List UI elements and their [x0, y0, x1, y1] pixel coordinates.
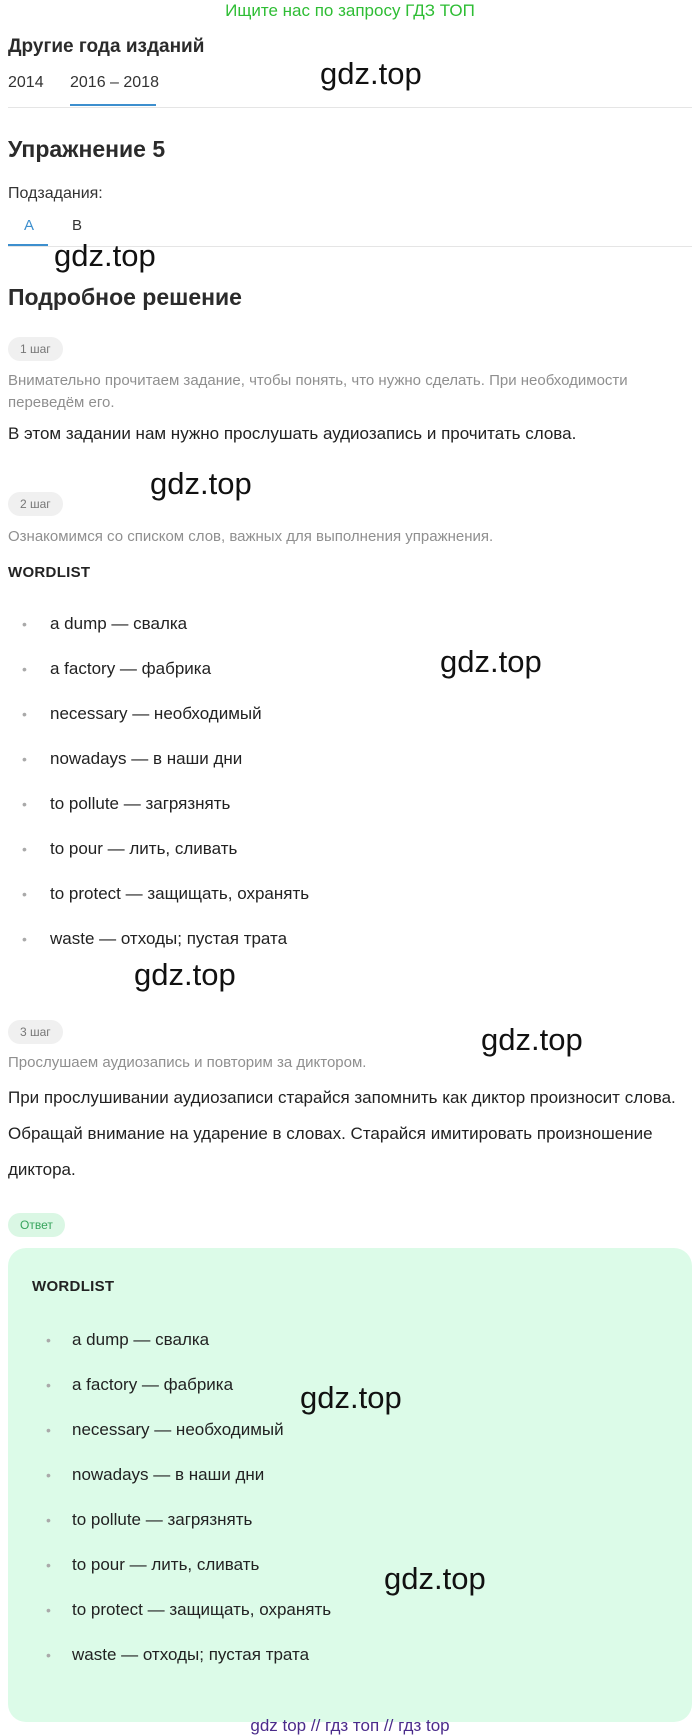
step-2-hint: Ознакомимся со списком слов, важных для выполнения упражнения. — [8, 528, 494, 545]
top-banner: Ищите нас по запросу ГДЗ ТОП — [225, 1, 475, 20]
subtask-tab-a[interactable]: A — [24, 217, 35, 234]
watermark: gdz.top — [134, 957, 236, 992]
exercise-title: Упражнение 5 — [8, 136, 166, 162]
watermark: gdz.top — [150, 466, 252, 501]
answer-wordlist-title: WORDLIST — [32, 1278, 115, 1295]
step-2-wordlist-title: WORDLIST — [8, 564, 91, 581]
step-1-hint: Внимательно прочитаем задание, чтобы понять, что нужно сделать. При необходимости переведём его. — [8, 372, 628, 411]
answer-badge: Ответ — [8, 1213, 65, 1237]
step-2-badge: 2 шаг — [8, 492, 63, 516]
watermark: gdz.top — [481, 1022, 583, 1057]
watermark: gdz.top — [320, 56, 422, 91]
footer-link[interactable]: gdz top — [250, 1716, 307, 1735]
step-3-hint: Прослушаем аудиозапись и повторим за диктором. — [8, 1054, 367, 1071]
step-1-badge: 1 шаг — [8, 337, 63, 361]
watermark: gdz.top — [384, 1561, 486, 1596]
watermark: gdz.top — [54, 238, 156, 273]
solution-title: Подробное решение — [8, 284, 242, 310]
tab-2014[interactable]: 2014 — [8, 74, 44, 91]
footer-separator: // — [310, 1716, 321, 1735]
subtasks-label: Подзадания: — [8, 185, 103, 202]
answer-box: WORDLIST • a dump — свалка • a factory — фабрика • necessary — необходимый • nowadays — в наши дни • to pollute — загрязнять • to pour — лить, сливать • to protect — защищать, охранять • waste — отходы; пустая трата — [8, 1248, 692, 1722]
step-1-text: В этом задании нам нужно прослушать аудиозапись и прочитать слова. — [8, 424, 577, 443]
watermark: gdz.top — [440, 644, 542, 679]
step-3-text: При прослушивании аудиозаписи старайся запомнить как диктор произносит слова. Обращай внимание на ударение в словах. Старайся имитировать произношение диктора. — [8, 1088, 676, 1179]
footer — [0, 1716, 700, 1735]
editions-title: Другие года изданий — [8, 36, 205, 57]
editions-divider — [8, 107, 692, 108]
tab-2016-2018[interactable]: 2016 – 2018 — [70, 74, 159, 91]
footer-separator: // — [383, 1716, 394, 1735]
active-tab-indicator — [70, 104, 156, 106]
footer-link[interactable]: гдз топ — [325, 1716, 380, 1735]
step-3-badge: 3 шаг — [8, 1020, 63, 1044]
subtask-tab-b[interactable]: B — [72, 217, 83, 234]
footer-link[interactable]: гдз top — [398, 1716, 450, 1735]
watermark: gdz.top — [300, 1380, 402, 1415]
